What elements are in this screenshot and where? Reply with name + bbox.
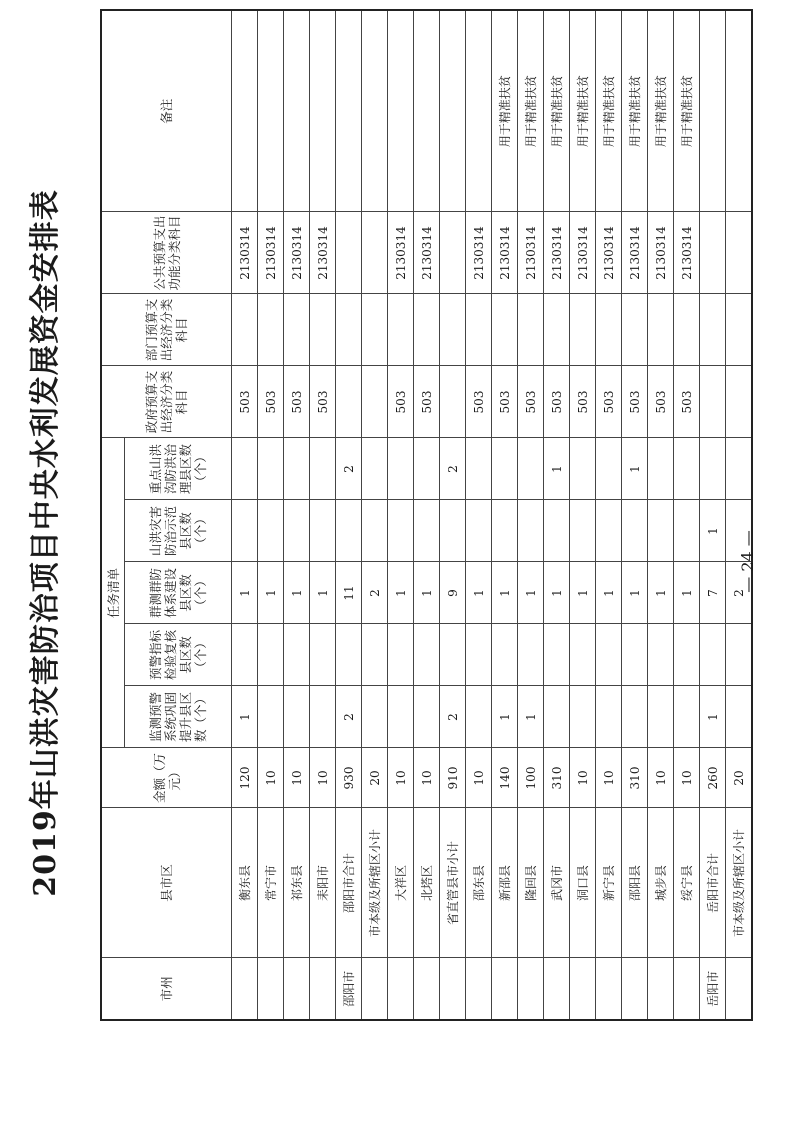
- cell-city: 邵阳市: [336, 958, 362, 1020]
- cell-city: [310, 958, 336, 1020]
- cell-key: 1: [544, 438, 570, 500]
- cell-gov-econ: 503: [258, 366, 284, 438]
- cell-mass: 1: [648, 562, 674, 624]
- table-body: [232, 10, 753, 1020]
- cell-demo: [518, 500, 544, 562]
- table-row: [362, 10, 388, 1020]
- cell-public-func: 2130314: [466, 212, 492, 294]
- cell-county: 新宁县: [596, 808, 622, 958]
- cell-amount: 20: [362, 748, 388, 808]
- cell-gov-econ: 503: [466, 366, 492, 438]
- cell-demo: [466, 500, 492, 562]
- cell-warning: [518, 624, 544, 686]
- cell-county: 新邵县: [492, 808, 518, 958]
- cell-dept-econ: [622, 294, 648, 366]
- cell-demo: [388, 500, 414, 562]
- cell-public-func: 2130314: [596, 212, 622, 294]
- cell-mass: 1: [674, 562, 700, 624]
- cell-dept-econ: [596, 294, 622, 366]
- cell-warning: [622, 624, 648, 686]
- cell-dept-econ: [232, 294, 258, 366]
- cell-key: [362, 438, 388, 500]
- cell-demo: [544, 500, 570, 562]
- cell-city: [544, 958, 570, 1020]
- cell-public-func: [336, 212, 362, 294]
- cell-city: [284, 958, 310, 1020]
- cell-county: 市本级及所辖区小计: [726, 808, 753, 958]
- cell-monitor: [596, 686, 622, 748]
- table-row: [674, 10, 700, 1020]
- cell-gov-econ: 503: [570, 366, 596, 438]
- cell-demo: [570, 500, 596, 562]
- cell-gov-econ: 503: [674, 366, 700, 438]
- cell-gov-econ: 503: [232, 366, 258, 438]
- cell-mass: 7: [700, 562, 726, 624]
- cell-county: 邵阳市合计: [336, 808, 362, 958]
- cell-amount: 10: [466, 748, 492, 808]
- cell-monitor: [258, 686, 284, 748]
- cell-public-func: 2130314: [388, 212, 414, 294]
- cell-key: [310, 438, 336, 500]
- cell-monitor: [544, 686, 570, 748]
- cell-remark: 用于精准扶贫: [544, 10, 570, 212]
- cell-amount: 10: [648, 748, 674, 808]
- col-mass: 群测群防体系建设县区数（个）: [125, 562, 232, 624]
- cell-demo: [596, 500, 622, 562]
- cell-key: [466, 438, 492, 500]
- cell-warning: [674, 624, 700, 686]
- cell-amount: 10: [284, 748, 310, 808]
- col-monitor: 监测预警系统巩固提升县区数（个）: [125, 686, 232, 748]
- cell-remark: [414, 10, 440, 212]
- cell-remark: [310, 10, 336, 212]
- table-row: [544, 10, 570, 1020]
- cell-key: [388, 438, 414, 500]
- cell-public-func: 2130314: [258, 212, 284, 294]
- cell-warning: [700, 624, 726, 686]
- cell-monitor: [674, 686, 700, 748]
- cell-dept-econ: [284, 294, 310, 366]
- cell-key: [700, 438, 726, 500]
- cell-dept-econ: [414, 294, 440, 366]
- cell-public-func: 2130314: [648, 212, 674, 294]
- cell-dept-econ: [674, 294, 700, 366]
- cell-county: 邵东县: [466, 808, 492, 958]
- cell-demo: [414, 500, 440, 562]
- cell-dept-econ: [570, 294, 596, 366]
- cell-remark: 用于精准扶贫: [570, 10, 596, 212]
- cell-warning: [284, 624, 310, 686]
- col-warning: 预警指标检验复核县区数（个）: [125, 624, 232, 686]
- cell-amount: 120: [232, 748, 258, 808]
- cell-gov-econ: [440, 366, 466, 438]
- table-row: [388, 10, 414, 1020]
- cell-key: 2: [440, 438, 466, 500]
- cell-county: 衡东县: [232, 808, 258, 958]
- cell-city: [648, 958, 674, 1020]
- cell-demo: [648, 500, 674, 562]
- cell-demo: [362, 500, 388, 562]
- col-demo: 山洪灾害防治示范县区数（个）: [125, 500, 232, 562]
- cell-demo: 1: [700, 500, 726, 562]
- page-number: — 24 —: [738, 530, 757, 593]
- cell-amount: 10: [674, 748, 700, 808]
- cell-warning: [596, 624, 622, 686]
- cell-county: 武冈市: [544, 808, 570, 958]
- table-row: [492, 10, 518, 1020]
- cell-dept-econ: [362, 294, 388, 366]
- cell-mass: 1: [258, 562, 284, 624]
- cell-key: [232, 438, 258, 500]
- cell-warning: [388, 624, 414, 686]
- cell-amount: 20: [726, 748, 753, 808]
- cell-amount: 140: [492, 748, 518, 808]
- cell-mass: 1: [492, 562, 518, 624]
- cell-gov-econ: [336, 366, 362, 438]
- cell-remark: 用于精准扶贫: [596, 10, 622, 212]
- cell-remark: [232, 10, 258, 212]
- table-row: [414, 10, 440, 1020]
- cell-gov-econ: 503: [544, 366, 570, 438]
- cell-gov-econ: 503: [648, 366, 674, 438]
- col-key: 重点山洪沟防洪治理县区数（个）: [125, 438, 232, 500]
- cell-mass: 2: [726, 562, 753, 624]
- cell-demo: [440, 500, 466, 562]
- cell-demo: [310, 500, 336, 562]
- cell-public-func: 2130314: [232, 212, 258, 294]
- cell-monitor: [466, 686, 492, 748]
- cell-county: 耒阳市: [310, 808, 336, 958]
- cell-amount: 930: [336, 748, 362, 808]
- table-row: [570, 10, 596, 1020]
- cell-dept-econ: [518, 294, 544, 366]
- cell-monitor: 1: [492, 686, 518, 748]
- cell-warning: [362, 624, 388, 686]
- cell-dept-econ: [544, 294, 570, 366]
- cell-remark: 用于精准扶贫: [492, 10, 518, 212]
- cell-county: 省直管县市小计: [440, 808, 466, 958]
- table-row: [596, 10, 622, 1020]
- table-row: [336, 10, 362, 1020]
- cell-city: [466, 958, 492, 1020]
- cell-public-func: 2130314: [544, 212, 570, 294]
- cell-gov-econ: 503: [492, 366, 518, 438]
- cell-gov-econ: [362, 366, 388, 438]
- cell-monitor: [284, 686, 310, 748]
- cell-amount: 310: [622, 748, 648, 808]
- cell-gov-econ: 503: [414, 366, 440, 438]
- cell-dept-econ: [258, 294, 284, 366]
- cell-key: [492, 438, 518, 500]
- cell-remark: 用于精准扶贫: [648, 10, 674, 212]
- cell-mass: 11: [336, 562, 362, 624]
- cell-public-func: 2130314: [310, 212, 336, 294]
- cell-county: 市本级及所辖区小计: [362, 808, 388, 958]
- cell-demo: [336, 500, 362, 562]
- cell-city: [622, 958, 648, 1020]
- cell-amount: 260: [700, 748, 726, 808]
- table-row: [648, 10, 674, 1020]
- cell-key: [518, 438, 544, 500]
- cell-public-func: 2130314: [284, 212, 310, 294]
- cell-monitor: [362, 686, 388, 748]
- cell-monitor: [388, 686, 414, 748]
- cell-monitor: 2: [440, 686, 466, 748]
- table-row: [518, 10, 544, 1020]
- cell-city: [518, 958, 544, 1020]
- cell-amount: 10: [388, 748, 414, 808]
- cell-remark: [258, 10, 284, 212]
- cell-key: [414, 438, 440, 500]
- funding-table: [100, 9, 753, 1021]
- cell-dept-econ: [700, 294, 726, 366]
- col-amount: 金额（万元）: [101, 748, 232, 808]
- cell-public-func: 2130314: [622, 212, 648, 294]
- cell-county: 隆回县: [518, 808, 544, 958]
- cell-warning: [232, 624, 258, 686]
- cell-warning: [310, 624, 336, 686]
- cell-mass: 1: [596, 562, 622, 624]
- table-row: [466, 10, 492, 1020]
- cell-demo: [284, 500, 310, 562]
- cell-remark: [440, 10, 466, 212]
- cell-gov-econ: 503: [284, 366, 310, 438]
- cell-county: 大祥区: [388, 808, 414, 958]
- cell-mass: 1: [544, 562, 570, 624]
- cell-mass: 2: [362, 562, 388, 624]
- table-row: [232, 10, 258, 1020]
- cell-mass: 1: [622, 562, 648, 624]
- cell-amount: 10: [310, 748, 336, 808]
- cell-mass: 1: [310, 562, 336, 624]
- cell-gov-econ: 503: [518, 366, 544, 438]
- cell-amount: 10: [414, 748, 440, 808]
- cell-remark: [362, 10, 388, 212]
- cell-city: [596, 958, 622, 1020]
- cell-warning: [440, 624, 466, 686]
- cell-county: 岳阳市合计: [700, 808, 726, 958]
- cell-warning: [466, 624, 492, 686]
- cell-mass: 1: [414, 562, 440, 624]
- cell-city: [674, 958, 700, 1020]
- cell-remark: [336, 10, 362, 212]
- col-remark: 备注: [101, 10, 232, 212]
- cell-amount: 100: [518, 748, 544, 808]
- cell-mass: 1: [232, 562, 258, 624]
- cell-public-func: [440, 212, 466, 294]
- cell-public-func: [362, 212, 388, 294]
- cell-key: 1: [622, 438, 648, 500]
- cell-key: [674, 438, 700, 500]
- cell-key: [596, 438, 622, 500]
- cell-city: [362, 958, 388, 1020]
- cell-public-func: 2130314: [492, 212, 518, 294]
- cell-remark: [388, 10, 414, 212]
- cell-warning: [414, 624, 440, 686]
- cell-monitor: [622, 686, 648, 748]
- cell-remark: [284, 10, 310, 212]
- cell-mass: 1: [284, 562, 310, 624]
- table-row: [440, 10, 466, 1020]
- cell-monitor: 1: [232, 686, 258, 748]
- cell-county: 洞口县: [570, 808, 596, 958]
- cell-city: [388, 958, 414, 1020]
- cell-dept-econ: [388, 294, 414, 366]
- cell-public-func: 2130314: [518, 212, 544, 294]
- cell-key: [284, 438, 310, 500]
- cell-monitor: [310, 686, 336, 748]
- cell-city: [570, 958, 596, 1020]
- col-city: 市州: [101, 958, 232, 1020]
- table-row: [622, 10, 648, 1020]
- cell-county: 祁东县: [284, 808, 310, 958]
- cell-city: [232, 958, 258, 1020]
- cell-public-func: 2130314: [674, 212, 700, 294]
- page-title: 2019年山洪灾害防治项目中央水利发展资金安排表: [28, 189, 63, 897]
- cell-public-func: 2130314: [570, 212, 596, 294]
- cell-monitor: [570, 686, 596, 748]
- cell-dept-econ: [440, 294, 466, 366]
- cell-public-func: [700, 212, 726, 294]
- cell-gov-econ: 503: [622, 366, 648, 438]
- cell-mass: 1: [466, 562, 492, 624]
- cell-gov-econ: 503: [596, 366, 622, 438]
- cell-monitor: 1: [518, 686, 544, 748]
- cell-city: [414, 958, 440, 1020]
- cell-county: 常宁市: [258, 808, 284, 958]
- cell-county: 邵阳县: [622, 808, 648, 958]
- cell-warning: [570, 624, 596, 686]
- cell-remark: [466, 10, 492, 212]
- cell-key: [258, 438, 284, 500]
- cell-mass: 1: [388, 562, 414, 624]
- table-row: [284, 10, 310, 1020]
- cell-key: [570, 438, 596, 500]
- cell-demo: [492, 500, 518, 562]
- cell-gov-econ: [700, 366, 726, 438]
- table-row: [258, 10, 284, 1020]
- cell-remark: 用于精准扶贫: [674, 10, 700, 212]
- col-task-group: 任务清单: [101, 438, 125, 748]
- cell-gov-econ: 503: [310, 366, 336, 438]
- cell-city: [258, 958, 284, 1020]
- cell-remark: [700, 10, 726, 212]
- cell-remark: 用于精准扶贫: [622, 10, 648, 212]
- cell-dept-econ: [310, 294, 336, 366]
- cell-amount: 10: [596, 748, 622, 808]
- cell-county: 北塔区: [414, 808, 440, 958]
- table-row: [310, 10, 336, 1020]
- cell-remark: 用于精准扶贫: [518, 10, 544, 212]
- cell-public-func: 2130314: [414, 212, 440, 294]
- cell-monitor: 1: [700, 686, 726, 748]
- cell-gov-econ: 503: [388, 366, 414, 438]
- cell-demo: [232, 500, 258, 562]
- cell-city: [492, 958, 518, 1020]
- cell-monitor: [414, 686, 440, 748]
- col-gov-econ: 政府预算支出经济分类科目: [101, 366, 232, 438]
- col-dept-econ: 部门预算支出经济分类科目: [101, 294, 232, 366]
- cell-mass: 9: [440, 562, 466, 624]
- cell-city: 岳阳市: [700, 958, 726, 1020]
- cell-warning: [492, 624, 518, 686]
- cell-city: [440, 958, 466, 1020]
- table-row: [700, 10, 726, 1020]
- col-public-func: 公共预算支出功能分类科目: [101, 212, 232, 294]
- cell-amount: 310: [544, 748, 570, 808]
- cell-demo: [674, 500, 700, 562]
- cell-county: 绥宁县: [674, 808, 700, 958]
- cell-demo: [622, 500, 648, 562]
- cell-key: 2: [336, 438, 362, 500]
- cell-dept-econ: [648, 294, 674, 366]
- cell-amount: 10: [258, 748, 284, 808]
- cell-dept-econ: [492, 294, 518, 366]
- cell-dept-econ: [336, 294, 362, 366]
- cell-mass: 1: [570, 562, 596, 624]
- cell-amount: 10: [570, 748, 596, 808]
- cell-warning: [258, 624, 284, 686]
- cell-amount: 910: [440, 748, 466, 808]
- cell-warning: [544, 624, 570, 686]
- col-county: 县市区: [101, 808, 232, 958]
- cell-monitor: [648, 686, 674, 748]
- cell-key: [648, 438, 674, 500]
- cell-mass: 1: [518, 562, 544, 624]
- cell-county: 城步县: [648, 808, 674, 958]
- cell-monitor: 2: [336, 686, 362, 748]
- cell-dept-econ: [466, 294, 492, 366]
- cell-demo: [258, 500, 284, 562]
- cell-warning: [648, 624, 674, 686]
- cell-warning: [336, 624, 362, 686]
